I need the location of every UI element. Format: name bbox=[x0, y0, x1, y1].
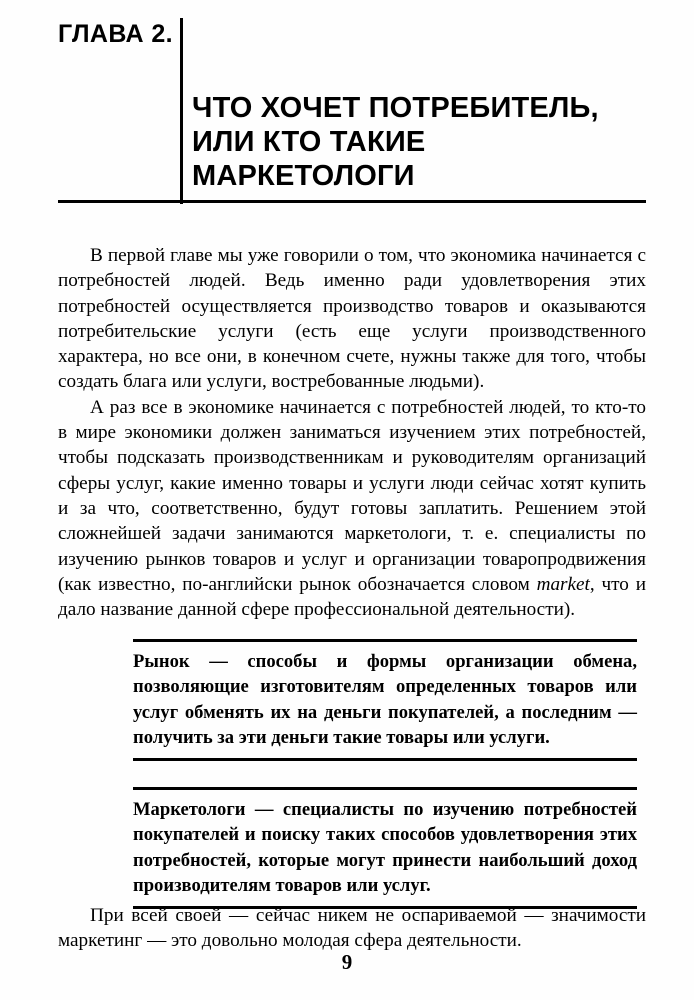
paragraph-1: В первой главе мы уже говорили о том, что экономика начинается с потребностей людей. Ведь именно ради удовлетворения этих потребностей осуществляется производство товаров и оказываются потребительские услуги (есть еще услуги производственного характера, но все они, в конечном счете, нужны также для того, чтобы создать блага или услуги, востребованные людьми). bbox=[58, 245, 646, 393]
page-title bbox=[192, 91, 646, 193]
paragraph-2-text-before-italic: А раз все в экономике начинается с потребностей людей, то кто-то в мире экономики должен заниматься изучением этих потребностей, чтобы подсказать производственникам и руководителям организаций сферы услуг, какие именно товары и услуги люди сейчас хотят купить и за что, соответственно, будут готовы заплатить. Решением этой сложнейшей задачи занимаются маркетологи, т. е. специалисты по изучению рынков товаров и услуг и организации товаропродвижения (как известно, по-английски рынок обозначается словом bbox=[58, 396, 646, 595]
chapter-number-label: ГЛАВА 2. bbox=[58, 20, 174, 48]
definition-text-marketers: Маркетологи — специалисты по изучению потребностей покупателей и поиску таких способов удовлетворения этих потребностей, которые могут принести наибольший доход производителям товаров или услуг. bbox=[133, 799, 637, 896]
body-text-column bbox=[58, 243, 646, 622]
chapter-horizontal-rule bbox=[58, 200, 646, 203]
chapter-vertical-rule bbox=[180, 18, 183, 204]
chapter-title-line-2: ИЛИ КТО ТАКИЕ bbox=[192, 126, 426, 158]
definition-box-marketers bbox=[133, 787, 637, 909]
chapter-title-line-3: МАРКЕТОЛОГИ bbox=[192, 160, 415, 192]
chapter-header bbox=[58, 18, 646, 204]
paragraph-2 bbox=[58, 395, 646, 623]
tail-text-column bbox=[58, 903, 646, 954]
paragraph-3: При всей своей — сейчас никем не оспариваемой — значимости маркетинг — это довольно молодая сфера деятельности. bbox=[58, 905, 646, 952]
paragraph-2-text-after-italic: , что и дало название данной сфере профессиональной деятельности). bbox=[58, 573, 646, 621]
definition-text-market: Рынок — способы и формы организации обмена, позволяющие изготовителям определенных товаров или услуг обменять их на деньги покупателей, а последним — получить за эти деньги такие товары или услуги. bbox=[133, 651, 637, 748]
paragraph-2-italic-term: market bbox=[536, 573, 590, 595]
definition-box-market bbox=[133, 639, 637, 761]
chapter-title-line-1: ЧТО ХОЧЕТ ПОТРЕБИТЕЛЬ, bbox=[192, 92, 599, 124]
page-number: 9 bbox=[341, 950, 353, 974]
